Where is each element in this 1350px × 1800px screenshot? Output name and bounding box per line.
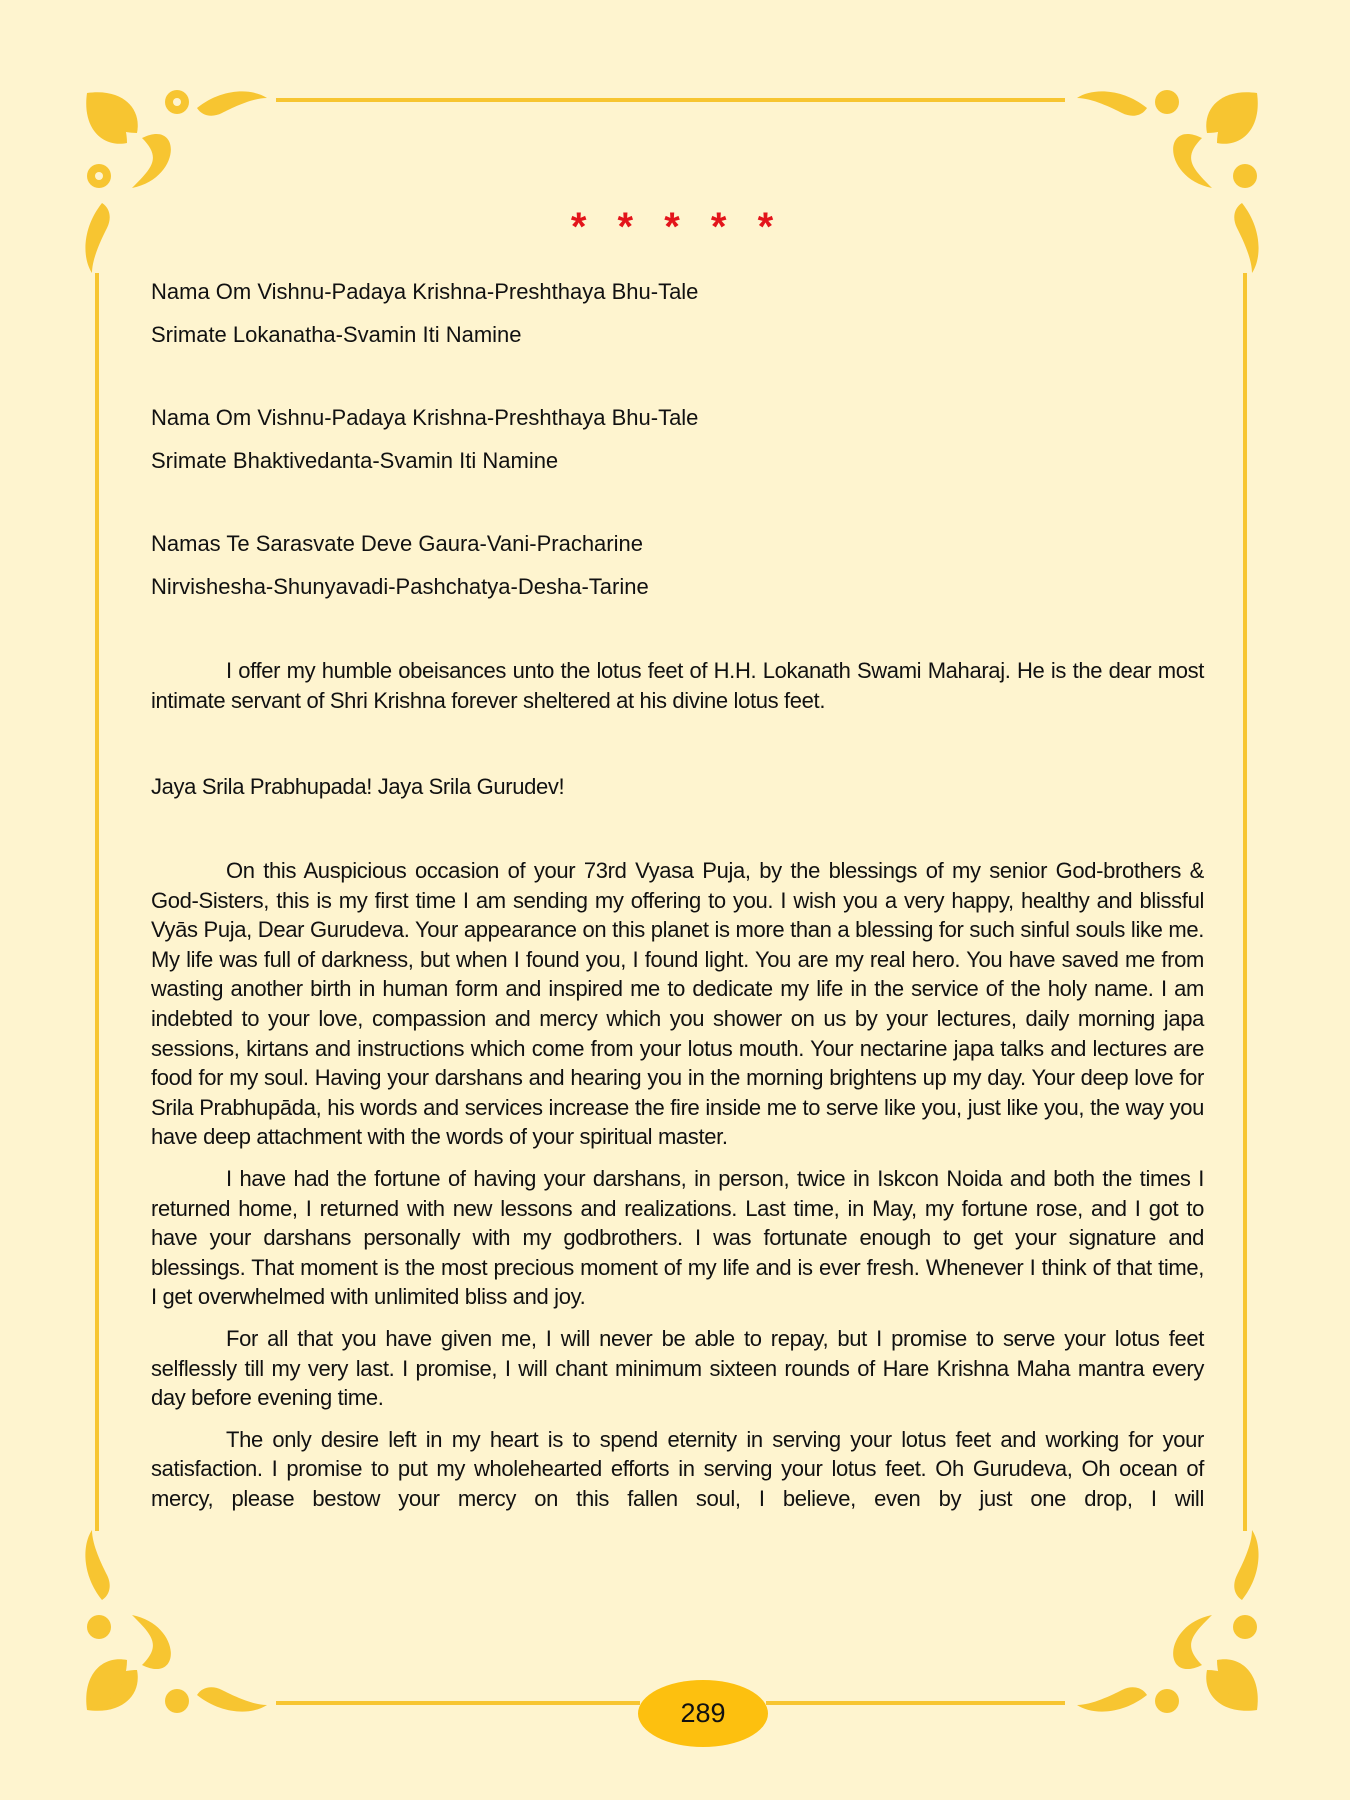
paragraph: For all that you have given me, I will never be able to repay, but I promise to serve your lotus feet selflessly till my very last. I promise, I will chant minimum sixteen rounds of Hare Krishna Maha mantra every day before evening time. (151, 1325, 1204, 1411)
verse-line: Nama Om Vishnu-Padaya Krishna-Preshthaya Bhu-Tale (151, 405, 699, 430)
verse-line: Namas Te Sarasvate Deve Gaura-Vani-Pracharine (151, 531, 643, 556)
border-right (1243, 273, 1247, 1531)
obeisance-text: I offer my humble obeisances unto the lotus feet of H.H. Lokanath Swami Maharaj. He is the dear most intimate servant of Shri Krishna forever sheltered at his divine lotus feet. (151, 658, 1204, 713)
paragraph: I have had the fortune of having your darshans, in person, twice in Iskcon Noida and both the times I returned home, I returned with new lessons and realizations. Last time, in May, my fortune rose, and I got to have your darshans personally with my godbrothers. I was fortunate enough to get your signature and blessings. That moment is the most precious moment of my life and is ever fresh. Whenever I think of that time, I get overwhelmed with unlimited bliss and joy. (151, 1165, 1204, 1310)
border-bottom-right (766, 1701, 1065, 1705)
verse-3 (151, 522, 649, 608)
verse-line: Srimate Lokanatha-Svamin Iti Namine (151, 322, 522, 347)
verse-line: Srimate Bhaktivedanta-Svamin Iti Namine (151, 448, 559, 473)
verse-line: Nama Om Vishnu-Padaya Krishna-Preshthaya Bhu-Tale (151, 279, 699, 304)
verse-1 (151, 270, 698, 356)
salutation (151, 772, 1204, 802)
paragraph: The only desire left in my heart is to spend eternity in serving your lotus feet and working for your satisfaction. I promise to put my wholehearted efforts in serving your lotus feet. Oh Gurudeva, Oh ocean of mercy, please bestow your mercy on this fallen soul, I believe, even by just one drop, I will (151, 1426, 1204, 1511)
border-bottom-left (276, 1701, 640, 1705)
salutation-text: Jaya Srila Prabhupada! Jaya Srila Gurudev! (151, 774, 565, 799)
section-stars: * * * * * (570, 205, 784, 249)
verse-line: Nirvishesha-Shunyavadi-Pashchatya-Desha-Tarine (151, 574, 649, 599)
offering-body (151, 856, 1204, 1525)
corner-ornament-icon (82, 1525, 272, 1715)
border-top (276, 98, 1065, 102)
border-left (95, 273, 99, 1531)
paragraph: On this Auspicious occasion of your 73rd Vyasa Puja, by the blessings of my senior God-brothers & God-Sisters, this is my first time I am sending my offering to you. I wish you a very happy, healthy and blissful Vyās Puja, Dear Gurudeva. Your appearance on this planet is more than a blessing for such sinful souls like me. My life was full of darkness, but when I found you, I found light. You are my real hero. You have saved me from wasting another birth in human form and inspired me to dedicate my life in the service of the holy name. I am indebted to your love, compassion and mercy which you shower on us by your lectures, daily morning japa sessions, kirtans and instructions which come from your lotus mouth. Your nectarine japa talks and lectures are food for my soul. Having your darshans and hearing you in the morning brightens up my day. Your deep love for Srila Prabhupāda, his words and services increase the fire inside me to serve like you, just like you, the way you have deep attachment with the words of your spiritual master. (151, 858, 1204, 1150)
corner-ornament-icon (1072, 1525, 1262, 1715)
verse-2 (151, 396, 698, 482)
page-number: 289 (638, 1680, 768, 1747)
obeisance (151, 656, 1204, 727)
